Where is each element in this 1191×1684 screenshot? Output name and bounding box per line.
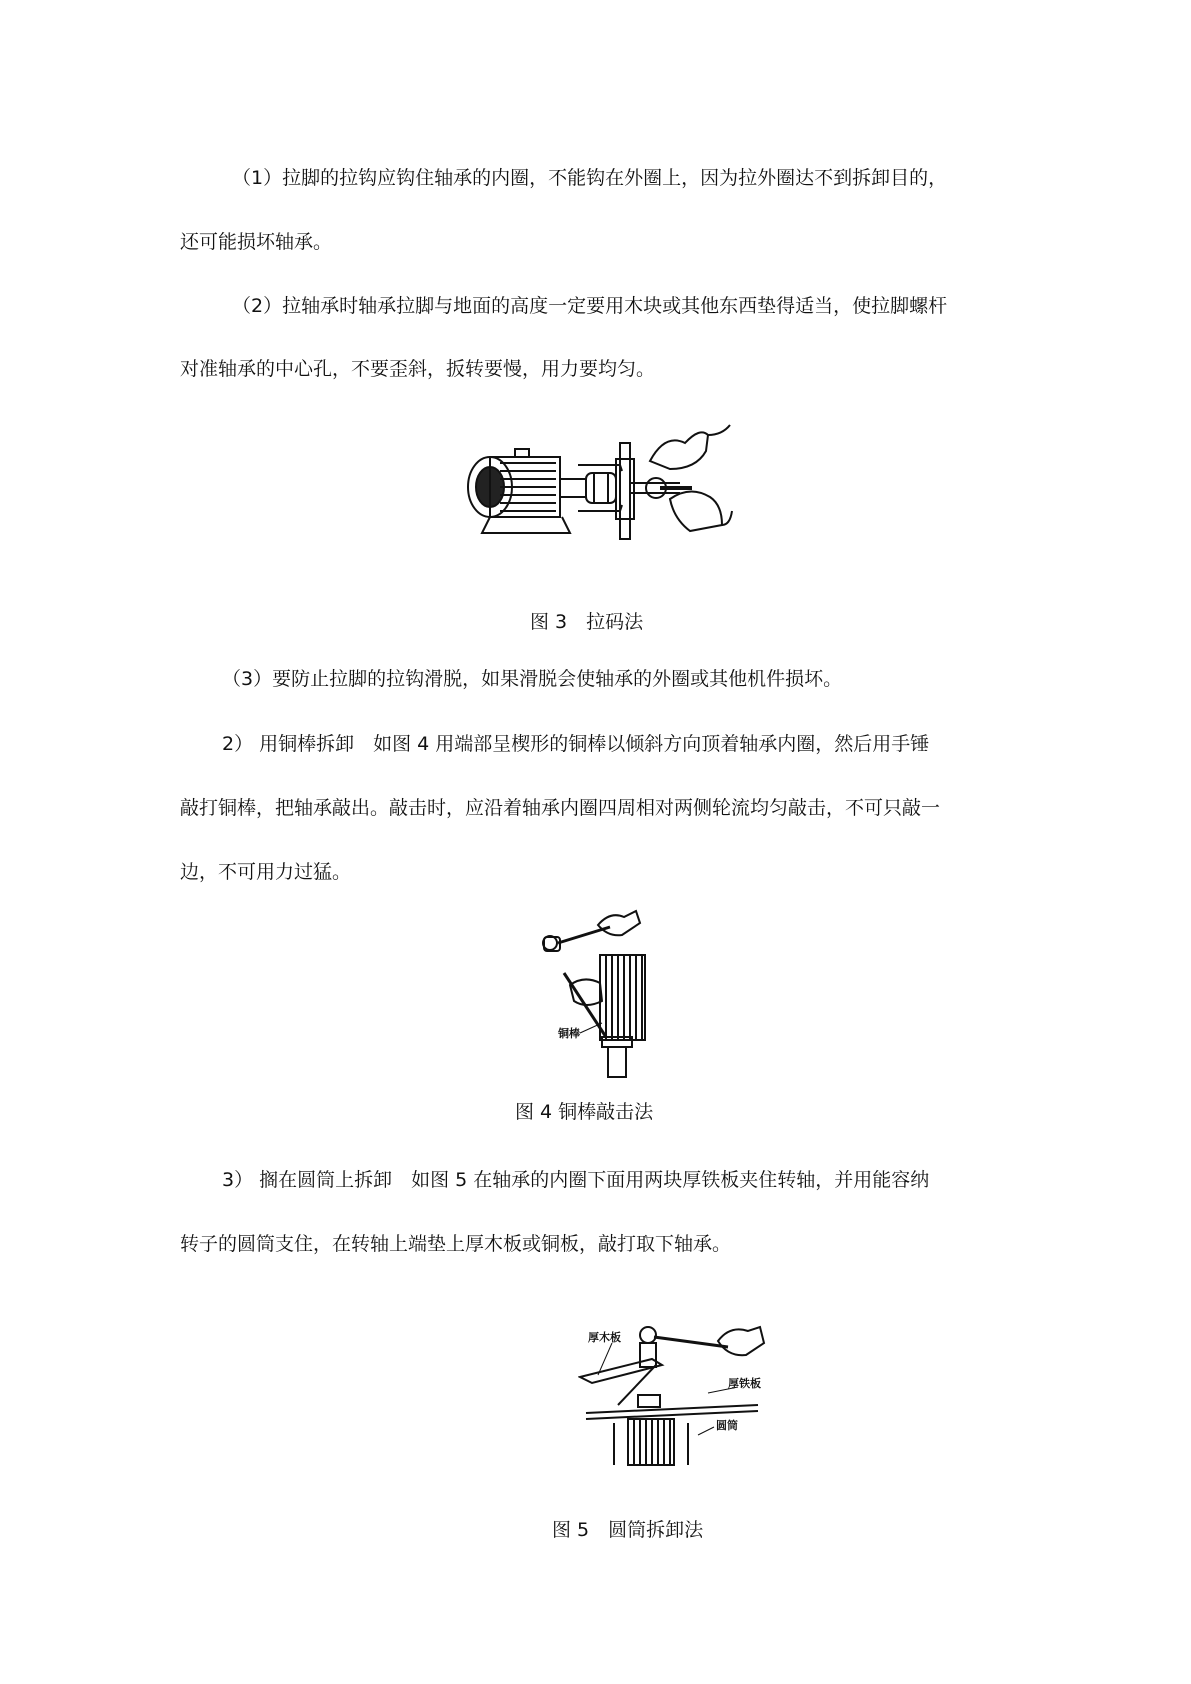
paragraph-2-line-1: （2）拉轴承时轴承拉脚与地面的高度一定要用木块或其他东西垫得适当，使拉脚螺杆: [232, 295, 948, 317]
paragraph-4-line-1: 2） 用铜棒拆卸 如图 4 用端部呈楔形的铜棒以倾斜方向顶着轴承内圈，然后用手锤: [222, 733, 930, 755]
figure-3-caption: 图 3 拉码法: [530, 611, 644, 633]
figure-5-cylinder-illustration: [578, 1315, 778, 1475]
figure-5-label-cylinder: 圆筒: [716, 1419, 738, 1432]
paragraph-2-line-2: 对准轴承的中心孔，不要歪斜，扳转要慢，用力要均匀。: [180, 358, 656, 380]
paragraph-4-line-3: 边，不可用力过猛。: [180, 861, 352, 883]
figure-4-copper-rod-illustration: [540, 905, 670, 1080]
paragraph-1-line-1: （1）拉脚的拉钩应钩住轴承的内圈，不能钩在外圈上，因为拉外圈达不到拆卸目的，: [232, 167, 948, 189]
figure-5-caption: 图 5 圆筒拆卸法: [552, 1519, 704, 1541]
paragraph-3-line-1: （3）要防止拉脚的拉钩滑脱，如果滑脱会使轴承的外圈或其他机件损坏。: [222, 668, 843, 690]
paragraph-4-line-2: 敲打铜棒，把轴承敲出。敲击时，应沿着轴承内圈四周相对两侧轮流均匀敲击，不可只敲一: [180, 797, 941, 819]
paragraph-1-line-2: 还可能损坏轴承。: [180, 231, 333, 253]
figure-5-label-wood: 厚木板: [588, 1331, 621, 1344]
paragraph-5-line-1: 3） 搁在圆筒上拆卸 如图 5 在轴承的内圈下面用两块厚铁板夹住转轴，并用能容纳: [222, 1169, 930, 1191]
figure-4-label-rod: 铜棒: [558, 1027, 580, 1040]
paragraph-5-line-2: 转子的圆筒支住，在转轴上端垫上厚木板或铜板，敲打取下轴承。: [180, 1233, 732, 1255]
figure-3-puller-illustration: [460, 415, 735, 555]
figure-4-caption: 图 4 铜棒敲击法: [515, 1101, 654, 1123]
figure-5-label-iron: 厚铁板: [728, 1377, 761, 1390]
